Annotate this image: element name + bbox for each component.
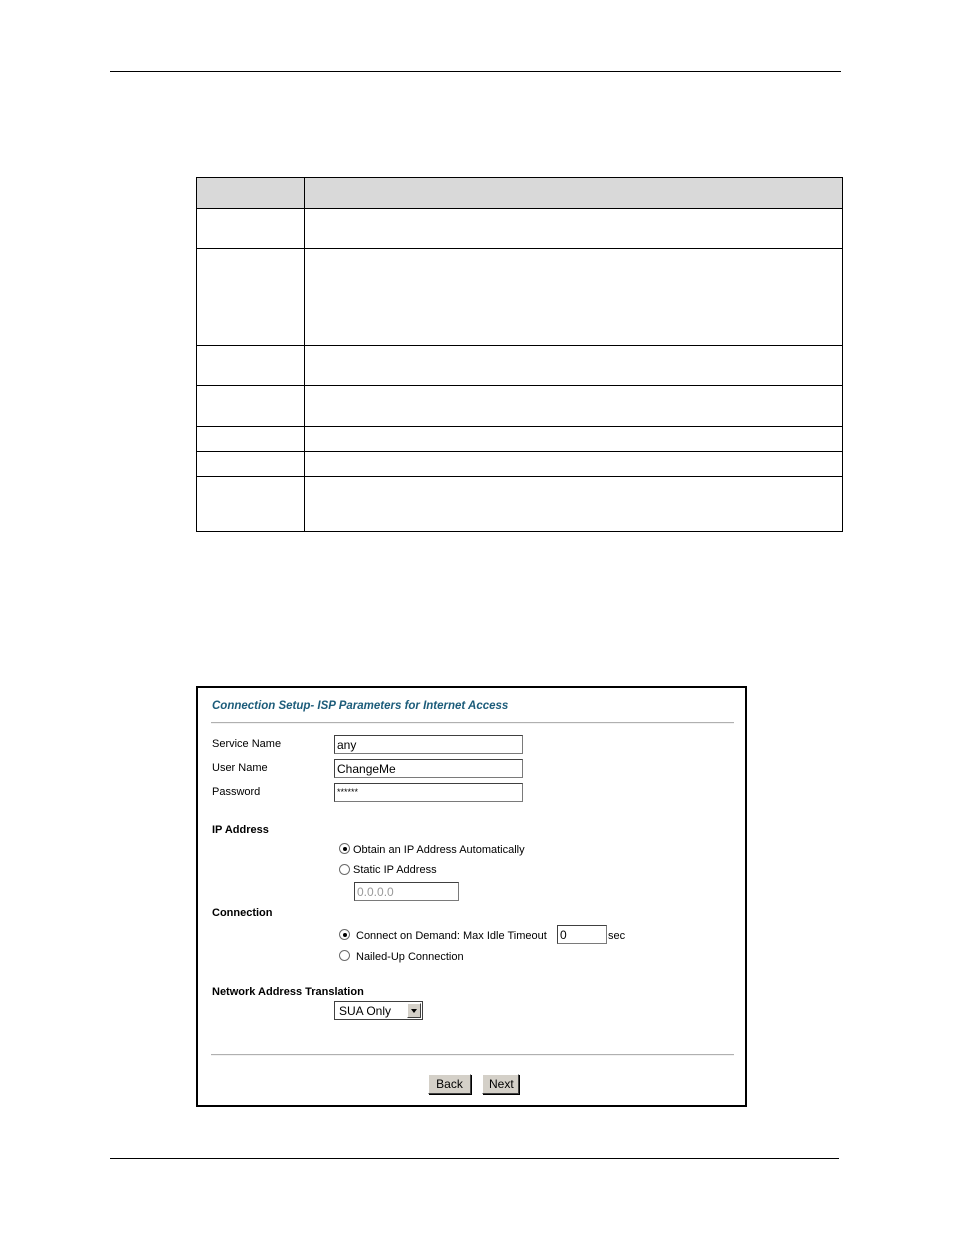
nat-heading: Network Address Translation [212,986,364,998]
user-name-label: User Name [212,762,268,774]
static-ip-radio[interactable] [339,864,350,875]
idle-timeout-input[interactable] [557,925,607,944]
password-input[interactable] [334,783,523,802]
header-rule [110,71,841,72]
obtain-ip-auto-label: Obtain an IP Address Automatically [353,844,525,856]
footer-divider [211,1054,734,1056]
table-row [197,427,843,452]
obtain-ip-auto-radio[interactable] [339,843,350,854]
nat-select-value: SUA Only [339,1004,392,1018]
screen-title: Connection Setup- ISP Parameters for Internet Access [212,700,509,712]
nat-select[interactable] [334,1001,423,1020]
table-row [197,249,843,346]
table-row [197,346,843,386]
table-header-row [197,178,843,209]
service-name-input[interactable] [334,735,523,754]
footer-rule [110,1158,839,1159]
next-button[interactable]: Next [482,1074,519,1094]
table-row [197,452,843,477]
connect-on-demand-label: Connect on Demand: Max Idle Timeout [356,930,547,942]
table-header-cell [305,178,843,209]
connect-on-demand-radio[interactable] [339,929,350,940]
nailed-up-label: Nailed-Up Connection [356,951,464,963]
table-row [197,209,843,249]
nailed-up-radio[interactable] [339,950,350,961]
back-button[interactable]: Back [428,1074,471,1094]
table-header-cell [197,178,305,209]
table-row [197,386,843,427]
table-row [197,477,843,532]
idle-timeout-unit: sec [608,930,626,942]
isp-parameters-screen [196,686,747,1107]
connection-heading: Connection [212,907,273,919]
ip-address-heading: IP Address [212,824,269,836]
service-name-label: Service Name [212,738,282,750]
title-divider [211,722,734,724]
chevron-down-icon[interactable] [407,1003,421,1018]
user-name-input[interactable] [334,759,523,778]
password-label: Password [212,786,261,798]
static-ip-input[interactable] [354,882,459,901]
description-table [196,177,843,532]
static-ip-label: Static IP Address [353,864,437,876]
